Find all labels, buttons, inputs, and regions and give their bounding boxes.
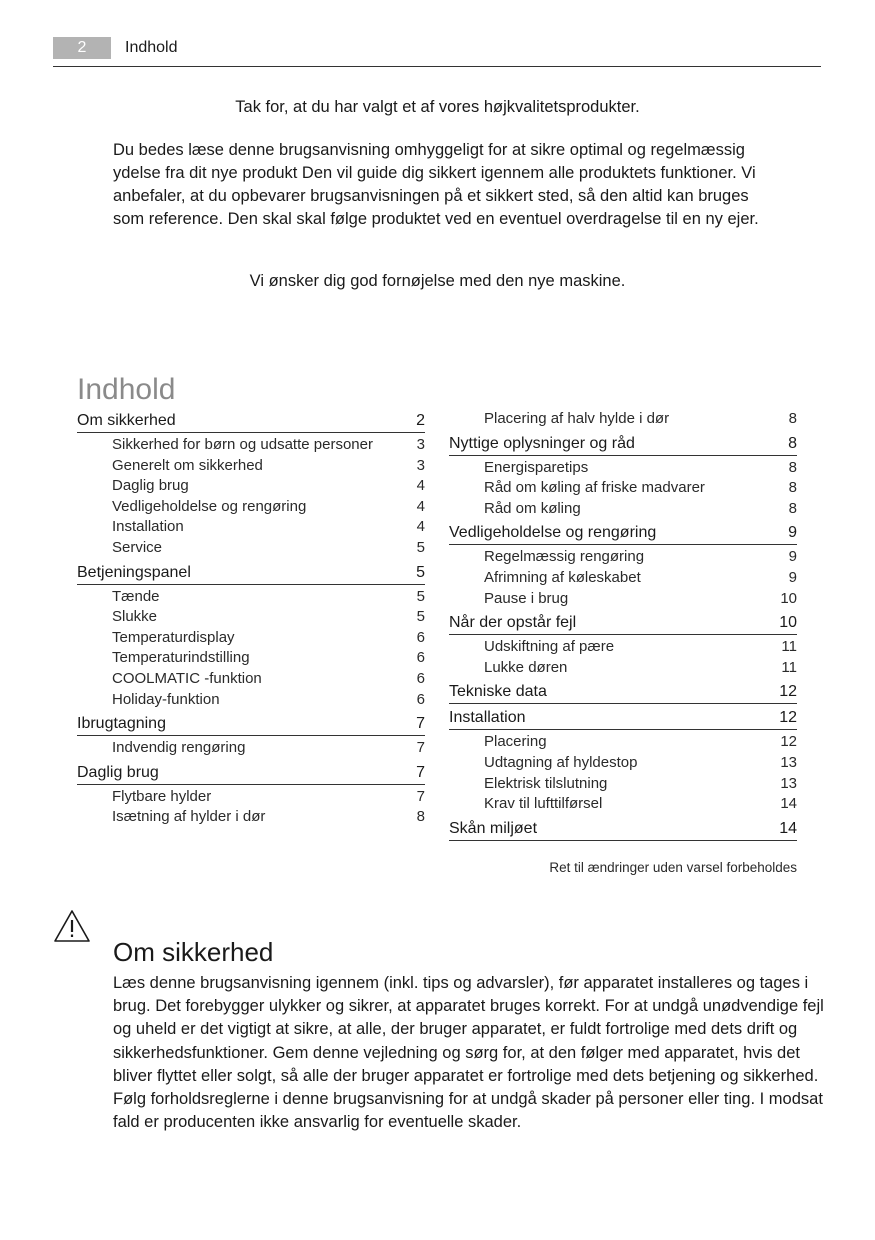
- toc-section-page: 10: [779, 614, 797, 632]
- toc-subentry-title: Placering af halv hylde i dør: [484, 410, 670, 427]
- toc-subentry-title: Afrimning af køleskabet: [484, 568, 641, 586]
- toc-subentry: [484, 458, 797, 479]
- header-title: Indhold: [125, 39, 178, 56]
- toc-section: [77, 761, 425, 785]
- toc-subentry-page: 4: [416, 518, 425, 536]
- toc-subentry-title: Elektrisk tilslutning: [484, 774, 608, 792]
- toc-section-title: Når der opstår fejl: [449, 614, 577, 632]
- toc-note: Ret til ændringer uden varsel forbeholdes: [549, 860, 797, 875]
- safety-body: [113, 972, 825, 1134]
- toc-section-title: Betjeningspanel: [77, 563, 191, 581]
- toc-section-title: Ibrugtagning: [77, 715, 166, 733]
- toc-subentry-title: Holiday-funktion: [112, 690, 220, 708]
- toc-section: [449, 432, 797, 456]
- toc-subentry-page: 13: [780, 753, 797, 771]
- toc-section-title: Nyttige oplysninger og råd: [449, 434, 635, 452]
- toc-subentry-page: 7: [416, 787, 425, 805]
- toc-subentry-page: 8: [788, 410, 797, 427]
- toc-subentry: [484, 732, 797, 753]
- toc-subentry-title: Regelmæssig rengøring: [484, 548, 645, 566]
- toc-section-title: Om sikkerhed: [77, 412, 176, 429]
- page-number: 2: [53, 37, 111, 59]
- toc-subentry-title: Temperaturindstilling: [112, 649, 250, 667]
- toc-subentry-title: Energisparetips: [484, 458, 589, 476]
- page-header: [53, 37, 821, 67]
- toc-heading: Indhold: [77, 373, 176, 407]
- toc-subentry-title: Udtagning af hyldestop: [484, 753, 638, 771]
- toc-subentry-page: 4: [416, 477, 425, 495]
- toc-subentry-title: Råd om køling: [484, 499, 581, 517]
- safety-heading: Om sikkerhed: [113, 936, 274, 967]
- toc-section-page: 9: [788, 524, 797, 542]
- toc-subentry-title: Krav til lufttilførsel: [484, 795, 603, 813]
- toc-section: [449, 521, 797, 545]
- toc-subentry-title: Placering: [484, 733, 547, 751]
- toc-subentry: [484, 774, 797, 795]
- toc-section-title: Tekniske data: [449, 683, 547, 701]
- toc-subentry: [112, 476, 425, 497]
- toc-subentry-title: Temperaturdisplay: [112, 628, 235, 646]
- intro-wish: Vi ønsker dig god fornøjelse med den nye maskine.: [249, 272, 626, 290]
- toc-section: [77, 561, 425, 585]
- toc-section-page: 7: [416, 715, 425, 733]
- toc-subentry: [112, 648, 425, 669]
- toc-subentry-title: Tænde: [112, 587, 160, 605]
- toc-subentry: [112, 628, 425, 649]
- toc-section: [449, 706, 797, 730]
- toc-subentry-page: 5: [416, 587, 425, 605]
- toc-subentry-page: 8: [788, 499, 797, 517]
- toc-subentry: [112, 738, 425, 759]
- toc-section: [77, 409, 425, 433]
- toc-section-page: 7: [416, 763, 425, 781]
- toc-subentry: [484, 794, 797, 815]
- intro-thanks: Tak for, at du har valgt et af vores højkvalitetsprodukter.: [235, 98, 640, 116]
- safety-paragraph-1: Læs denne brugsanvisning igennem (inkl. tips og advarsler), før apparatet installeres og tages i brug. Det forebygger ulykker og sikrer, at apparatet bruges korrekt. For at undgå unødvendige fejl og uheld er det vigtigt at sikre, at alle, der bruger apparatet, er fuldt fortrolige med dets drift og sikkerhedsfunktioner. Gem denne vejledning og sørg for, at den følger med apparatet, hvis det bliver flyttet eller solgt, så alle der bruger apparatet er fortrolige med dets betjening og sikkerhed.: [113, 974, 824, 1085]
- toc-subentry: [484, 637, 797, 658]
- toc-subentry-title: Installation: [112, 518, 184, 536]
- toc-subentry-page: 5: [416, 608, 425, 626]
- toc-subentry: [484, 589, 797, 610]
- toc-section-title: Installation: [449, 709, 526, 727]
- toc-subentry-page: 3: [416, 456, 425, 474]
- toc-subentry: [112, 607, 425, 628]
- toc-left-column: [77, 409, 425, 828]
- toc-subentry-page: 9: [788, 548, 797, 566]
- toc-subentry-page: 13: [780, 774, 797, 792]
- toc-subentry-title: Slukke: [112, 608, 158, 626]
- toc-subentry-page: 6: [416, 690, 425, 708]
- toc-subentry-page: 9: [788, 568, 797, 586]
- toc-subentry: [112, 517, 425, 538]
- toc-subentry: [484, 568, 797, 589]
- toc-subentry: [484, 409, 797, 430]
- toc-section-page: 2: [416, 412, 425, 429]
- toc-subentry-page: 12: [780, 733, 797, 751]
- toc-right-column: [449, 409, 797, 843]
- warning-triangle-icon: [53, 909, 91, 943]
- toc-subentry-title: Råd om køling af friske madvarer: [484, 479, 705, 497]
- toc-subentry-title: Daglig brug: [112, 477, 189, 495]
- toc-subentry: [484, 499, 797, 520]
- toc-subentry-page: 8: [416, 808, 425, 826]
- toc-section: [449, 611, 797, 635]
- toc-subentry: [112, 538, 425, 559]
- toc-subentry-title: Pause i brug: [484, 589, 569, 607]
- toc-subentry: [112, 669, 425, 690]
- toc-section-page: 14: [779, 819, 797, 837]
- toc-subentry: [112, 497, 425, 518]
- toc-section-page: 12: [779, 709, 797, 727]
- toc-subentry: [112, 787, 425, 808]
- toc-section: [449, 680, 797, 704]
- toc-subentry: [484, 547, 797, 568]
- toc-subentry: [112, 807, 425, 828]
- toc-subentry-title: Sikkerhed for børn og udsatte personer: [112, 436, 373, 453]
- toc-subentry-page: 11: [781, 658, 797, 676]
- toc-subentry-page: 6: [416, 649, 425, 667]
- toc-subentry-page: 8: [788, 458, 797, 476]
- toc-section-page: 12: [779, 683, 797, 701]
- toc-subentry-page: 14: [780, 795, 797, 813]
- toc-subentry-title: Service: [112, 538, 163, 556]
- toc-subentry-page: 10: [780, 589, 797, 607]
- toc-subentry: [484, 478, 797, 499]
- toc-subentry-title: Indvendig rengøring: [112, 739, 246, 757]
- intro-body: Du bedes læse denne brugsanvisning omhyggeligt for at sikre optimal og regelmæssig ydelse fra dit nye produkt Den vil guide dig sikkert igennem alle produktets funktioner. Vi anbefaler, at du opbevarer brugsanvisningen på et sikkert sted, så den altid kan bruges som reference. Den skal skal følge produktet ved en eventuel overdragelse til en ny ejer.: [113, 141, 759, 228]
- toc-section-page: 8: [788, 434, 797, 452]
- toc-subentry-page: 5: [416, 538, 425, 556]
- safety-paragraph-2: Følg forholdsreglerne i denne brugsanvisning for at undgå skader på personer eller ting. I modsat fald er producenten ikke ansvarlig for eventuelle skader.: [113, 1090, 823, 1132]
- toc-subentry-page: 7: [416, 739, 425, 757]
- toc-subentry-title: Flytbare hylder: [112, 787, 212, 805]
- toc-section: [449, 817, 797, 841]
- toc-subentry: [112, 435, 425, 456]
- toc-subentry-page: 8: [788, 479, 797, 497]
- toc-subentry-title: Generelt om sikkerhed: [112, 456, 263, 474]
- toc-section-page: 5: [416, 563, 425, 581]
- toc-section-title: Skån miljøet: [449, 819, 538, 837]
- toc-subentry: [484, 753, 797, 774]
- toc-subentry-page: 3: [416, 436, 425, 453]
- toc-subentry-title: Lukke døren: [484, 658, 568, 676]
- toc-subentry: [112, 690, 425, 711]
- toc-subentry-title: Udskiftning af pære: [484, 638, 615, 656]
- toc-subentry: [112, 587, 425, 608]
- toc-subentry-page: 6: [416, 669, 425, 687]
- toc-section-title: Daglig brug: [77, 763, 159, 781]
- toc-section: [77, 712, 425, 736]
- toc-subentry-title: COOLMATIC -funktion: [112, 669, 262, 687]
- toc-subentry: [112, 456, 425, 477]
- toc-subentry: [484, 658, 797, 679]
- toc-subentry-page: 4: [416, 497, 425, 515]
- toc-subentry-title: Vedligeholdelse og rengøring: [112, 497, 307, 515]
- toc-subentry-title: Isætning af hylder i dør: [112, 808, 266, 826]
- toc-subentry-page: 11: [781, 638, 797, 656]
- toc-subentry-page: 6: [416, 628, 425, 646]
- toc-section-title: Vedligeholdelse og rengøring: [449, 524, 657, 542]
